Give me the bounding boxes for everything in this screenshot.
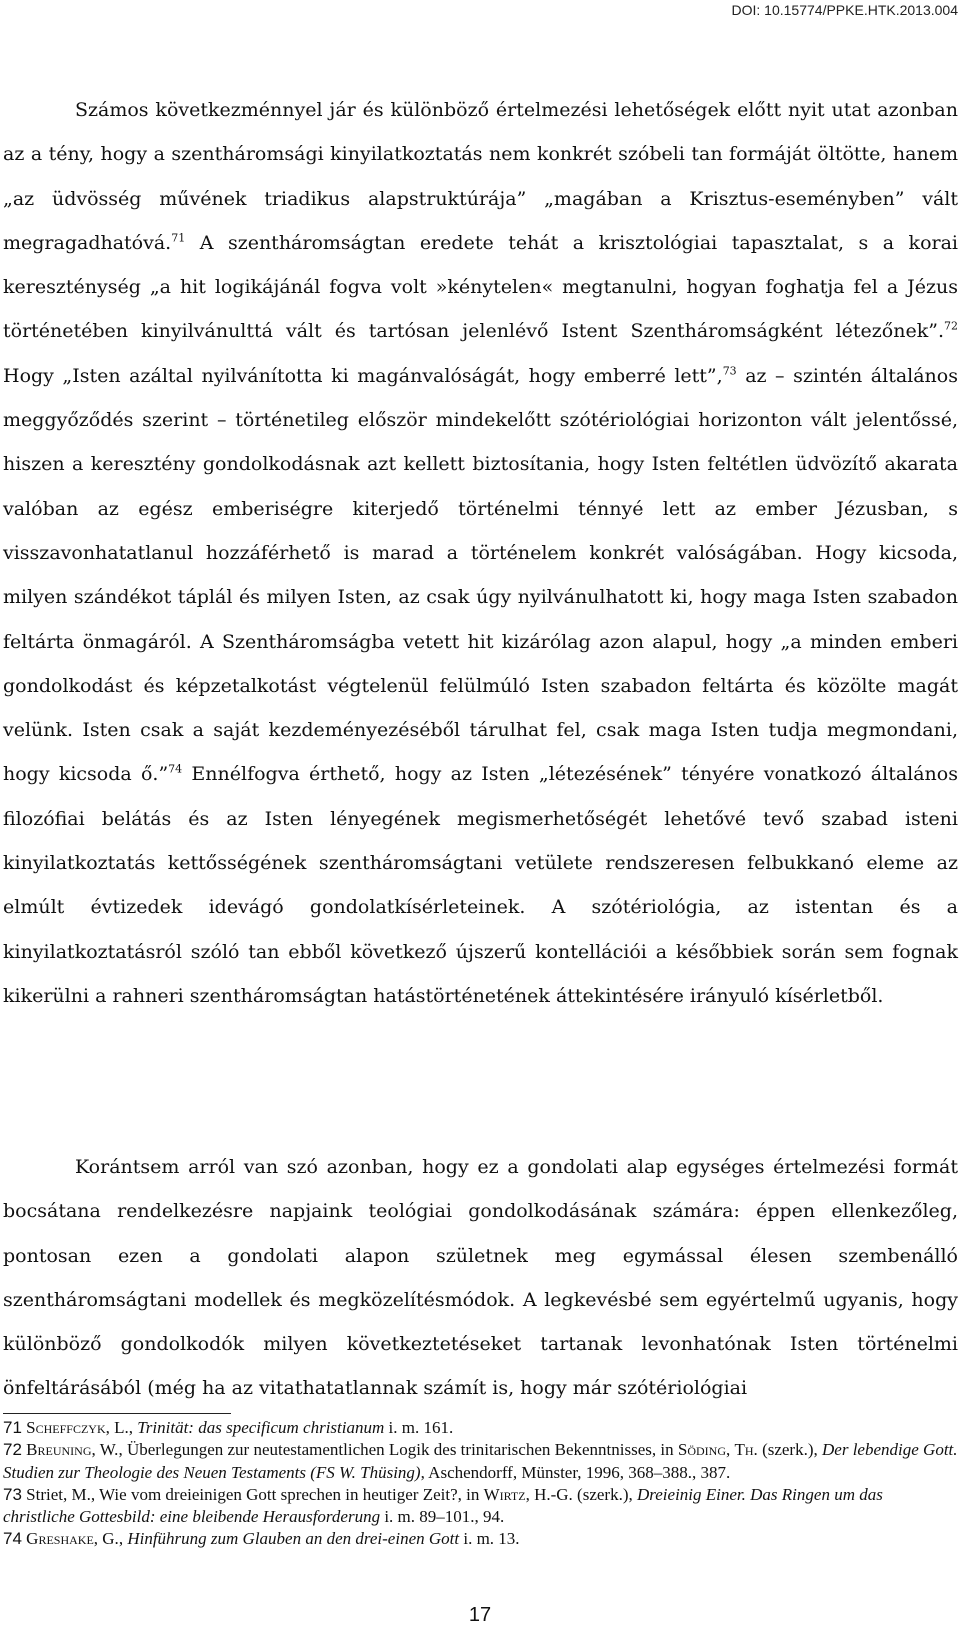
footnote-author: Greshake, G. [26,1529,119,1549]
paragraph-text [3,88,958,1018]
footnote-editor: Th. [734,1440,758,1460]
footnote-ref-71[interactable]: 71 [171,231,186,245]
footnote-73 [3,1484,958,1529]
footnote-text: , H.-G. (szerk.), [525,1484,637,1504]
footnote-text: i. m. 13. [459,1529,520,1549]
text-run: Ennélfogva érthető, hogy az Isten „létezésének” tényére vonatkozó általános filozófiai belátás és az Isten lényegének megismerhetőségét lehetővé tevő szabad isteni kinyilatkoztatás kettősségének szentháromságtani vetülete rendszeresen felbukkanó eleme az elmúlt évtizedek idevágó gondolatkísérleteinek. A szótériológia, az istentan és a kinyilatkoztatásról szóló tan ebből következő újszerű kontellációi a későbbiek során sem fognak kikerülni a rahneri szentháromságtan hatástörténetének áttekintésére irányuló kísérletből. [3,763,958,1007]
body-paragraph-2 [3,1145,958,1411]
body-paragraph-1 [3,88,958,1018]
footnote-text: (szerk.), [757,1440,823,1460]
footnote-72 [3,1439,958,1484]
footnote-74 [3,1528,958,1550]
footnote-editor: Söding [677,1440,726,1460]
footnote-number: 71 [3,1418,22,1437]
text-run: Hogy „Isten azáltal nyilvánította ki magánvalóságát, hogy emberré lett”, [3,364,723,387]
footnote-title: Dreieinig Einer. Das Ringen um das christliche Gottesbild: eine bleibende Herausforderung [3,1484,883,1527]
text-run: A szentháromságtan eredete tehát a krisztológiai tapasztalat, s a korai kereszténység „a hit logikájánál fogva volt »kénytelen« megtanulni, hogyan foghatja fel a Jézus történetében kinyilvánulttá vált és tartósan jelenlévő Istent Szentháromságként létezőnek”. [3,231,958,343]
footnote-text: , Aschendorff, Münster, 1996, 368–388., 387. [420,1462,731,1482]
footnote-text: , [128,1418,138,1437]
footnote-separator [3,1413,231,1414]
paragraph-text: Korántsem arról van szó azonban, hogy ez a gondolati alap egységes értelmezési formát bocsátana rendelkezésre napjaink teológiai gondolkodásának számára: éppen ellenkezőleg, pontosan ezen a gondolati alapon születnek meg egymással élesen szembenálló szentháromságtani modellek és megközelítésmódok. A legkevésbé sem egyértelmű ugyanis, hogy különböző gondolkodók milyen következtetéseket tartanak levonhatónak Isten történelmi önfeltárásából (még ha az vitathatatlannak számít is, hogy már szótériológiai [3,1156,958,1400]
footnote-title: Hinführung zum Glauben an den drei-einen Gott [127,1529,460,1549]
footnote-editor: Wirtz [483,1484,526,1504]
footnote-text: , [118,1529,128,1549]
footnotes [3,1417,958,1551]
footnote-number: 73 [3,1484,22,1504]
footnote-text: i. m. 89–101., 94. [380,1507,505,1527]
footnote-title: Der lebendige Gott. Studien zur Theologie des Neuen Testaments (FS W. Thüsing) [3,1440,958,1482]
footnote-number: 72 [3,1440,22,1460]
footnote-71 [3,1417,958,1439]
footnote-number: 74 [3,1529,22,1549]
text-run: az – szintén általános meggyőződés szerint – történetileg először mindekelőtt szótériológiai horizonton vált jelentőssé, hiszen a keresztény gondolkodásnak azt kellett biztosítania, hogy Isten feltétlen üdvözítő akarata valóban az egész emberiségre kiterjedő történelmi ténnyé lett az ember Jézusban, s visszavonhatatlanul hozzáférhető is marad a történelem konkrét valóságában. Hogy kicsoda, milyen szándékot táplál és milyen Isten, az csak úgy nyilvánulhatott ki, hogy maga Isten szabadon feltárta önmagáról. A Szentháromságba vetett hit kizárólag azon alapul, hogy „a minden emberi gondolkodást és képzetalkotást végtelenül felülmúló Isten szabadon feltárta és közölte magát velünk. Isten csak a saját kezdeményezéséből tárulhat fel, csak maga Isten tudja megmondani, hogy kicsoda ő.” [3,364,958,786]
footnote-text: Striet, M., Wie vom dreieinigen Gott sprechen in heutiger Zeit?, in [26,1484,484,1504]
footnote-text: , [726,1440,735,1460]
doi-header: DOI: 10.15774/PPKE.HTK.2013.004 [731,2,958,18]
footnote-ref-72[interactable]: 72 [944,320,958,334]
footnote-text: i. m. 161. [384,1418,454,1437]
footnote-ref-73[interactable]: 73 [722,364,737,378]
footnote-text: , Überlegungen zur neutestamentlichen Logik des trinitarischen Bekenntnisses, in [118,1440,678,1460]
footnote-ref-74[interactable]: 74 [168,763,183,777]
page-number: 17 [468,1604,492,1626]
text-run: Számos következménnyel jár és különböző értelmezési lehetőségek előtt nyit utat azonban az a tény, hogy a szentháromsági kinyilatkoztatás nem konkrét szóbeli tan formáját öltötte, hanem „az üdvösség művének triadikus alapstruktúrája” „magában a Krisztus-eseményben” vált megragadhatóvá. [3,99,958,254]
footnote-author: Scheffczyk, L. [26,1418,129,1437]
footnote-author: Breuning, W. [26,1440,119,1460]
footnote-title: Trinität: das specificum christianum [137,1418,385,1437]
